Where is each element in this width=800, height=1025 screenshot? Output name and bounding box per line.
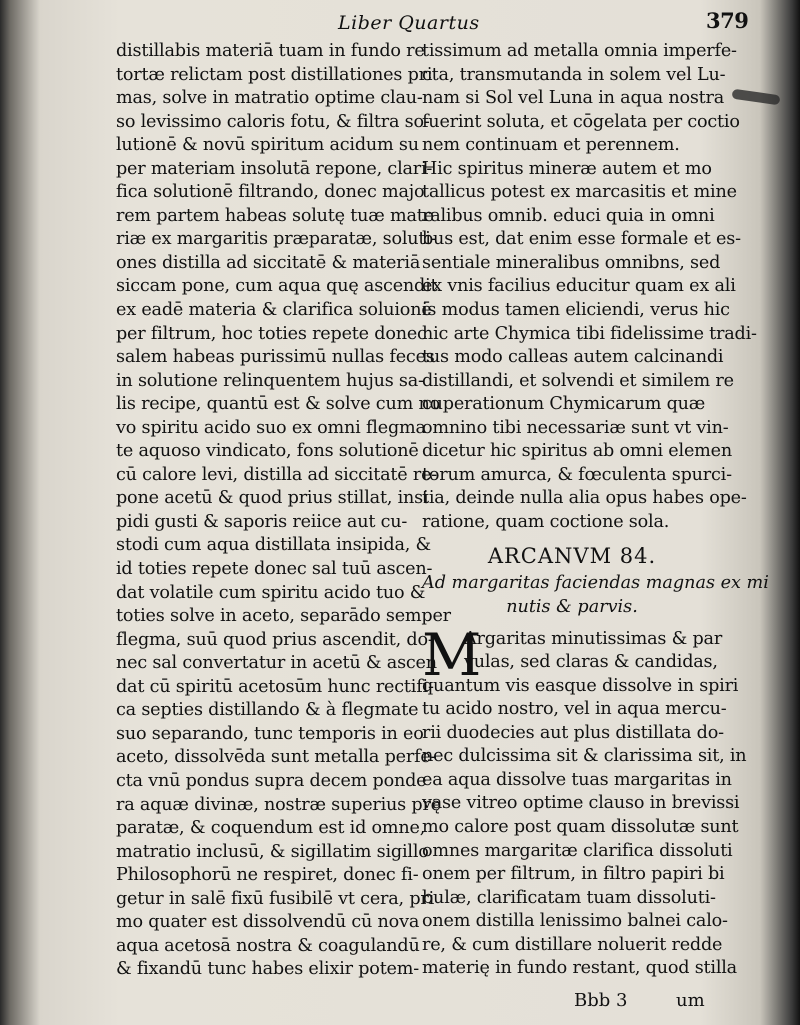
text-line: flegma, suū quod prius ascendit, do- bbox=[116, 629, 434, 650]
text-line: cuperationum Chymicarum quæ bbox=[422, 394, 706, 415]
text-line: tallicus potest ex marcasitis et mine bbox=[422, 182, 737, 203]
text-line: ralibus omnib. educi quia in omni bbox=[422, 205, 715, 226]
text-line: aqua acetosā nostra & coagulandū bbox=[116, 935, 420, 956]
running-title: Liber Quartus bbox=[338, 12, 480, 34]
text-line: mo quater est dissolvendū cū nova bbox=[116, 912, 420, 933]
page-header bbox=[0, 8, 800, 38]
text-line: nem continuam et perennem. bbox=[422, 135, 680, 156]
text-line: toties solve in aceto, separādo semper bbox=[116, 606, 451, 627]
text-line: ra aquæ divinæ, nostræ superius prę bbox=[116, 794, 441, 815]
text-line: tia, deinde nulla alia opus habes ope- bbox=[422, 488, 747, 509]
text-line: torum amurca, & fœculenta spurci- bbox=[422, 464, 732, 485]
text-line: ex eadē materia & clarifica soluionē bbox=[116, 300, 432, 321]
text-line: salem habeas purissimū nullas feces bbox=[116, 347, 435, 368]
text-line: aceto, dissolvēda sunt metalla perfe- bbox=[116, 747, 437, 768]
text-line: paratæ, & coquendum est id omne, bbox=[116, 818, 426, 839]
text-line: suo separando, tunc temporis in eo bbox=[116, 723, 424, 744]
text-line: rem partem habeas solutę tuæ mate bbox=[116, 205, 434, 226]
text-line: ea aqua dissolve tuas margaritas in bbox=[422, 769, 732, 790]
text-line: Philosophorū ne respiret, donec fi- bbox=[116, 865, 419, 886]
text-line: bulæ, clarificatam tuam dissoluti- bbox=[422, 887, 716, 908]
text-line: tissimum ad metalla omnia imperfe- bbox=[422, 41, 737, 61]
text-line: stodi cum aqua distillata insipida, & bbox=[116, 535, 432, 556]
drop-cap: M bbox=[422, 620, 482, 689]
text-line: hic arte Chymica tibi fidelissime tradi- bbox=[422, 323, 757, 344]
text-line: pidi gusti & saporis reiice aut cu- bbox=[116, 511, 408, 532]
text-line: distillabis materiā tuam in fundo re bbox=[116, 41, 425, 61]
text-line: is modus tamen eliciendi, verus hic bbox=[422, 300, 730, 321]
catchword: um bbox=[676, 990, 705, 1011]
text-line: & fixandū tunc habes elixir potem- bbox=[116, 959, 419, 980]
text-line: pone acetū & quod prius stillat, insi bbox=[116, 488, 429, 509]
text-line: siccam pone, cum aqua quę ascendit bbox=[116, 276, 438, 297]
text-line: fica solutionē filtrando, donec majo bbox=[116, 182, 425, 203]
text-line: getur in salē fixū fusibilē vt cera, pri bbox=[116, 888, 435, 909]
signature-mark: Bbb 3 bbox=[574, 990, 628, 1011]
text-line: mas, solve in matratio optime clau- bbox=[116, 88, 423, 109]
right-column bbox=[422, 40, 769, 981]
text-line: tu acido nostro, vel in aqua mercu- bbox=[422, 699, 727, 720]
text-line: omnes margaritæ clarifica dissoluti bbox=[422, 840, 733, 861]
text-line: cū calore levi, distilla ad siccitatē re- bbox=[116, 464, 438, 485]
right-column-text bbox=[422, 40, 757, 534]
section-subtitle-line-1: Ad margaritas faciendas magnas ex mi bbox=[422, 573, 769, 594]
text-line: tus modo calleas autem calcinandi bbox=[422, 347, 724, 368]
text-line: id toties repete donec sal tuū ascen- bbox=[116, 559, 433, 580]
section-subtitle-line-2: nutis & parvis. bbox=[506, 597, 638, 618]
text-line: distillandi, et solvendi et similem re bbox=[422, 370, 734, 391]
text-line: ex vnis facilius educitur quam ex ali bbox=[422, 276, 736, 297]
text-line: dat volatile cum spiritu acido tuo & bbox=[116, 582, 426, 603]
text-line: ones distilla ad siccitatē & materiā bbox=[116, 252, 421, 273]
text-line: ratione, quam coctione sola. bbox=[422, 511, 670, 532]
text-line: per filtrum, hoc toties repete donec bbox=[116, 323, 427, 344]
text-line: ca septies distillando & à flegmate bbox=[116, 700, 419, 721]
text-line: Argaritas minutissimas & par bbox=[464, 628, 723, 649]
text-line: cta, transmutanda in solem vel Lu- bbox=[422, 64, 726, 85]
text-line: cta vnū pondus supra decem ponde bbox=[116, 770, 427, 791]
text-line: mo calore post quam dissolutæ sunt bbox=[422, 816, 739, 837]
text-line: materię in fundo restant, quod stilla bbox=[422, 958, 737, 979]
text-line: in solutione relinquentem hujus sa- bbox=[116, 370, 424, 391]
section-heading: ARCANVM 84. bbox=[487, 544, 657, 569]
text-line: omnino tibi necessariæ sunt vt vin- bbox=[422, 417, 729, 438]
text-line: so levissimo caloris fotu, & filtra so- bbox=[116, 111, 430, 132]
text-line: per materiam insolutā repone, clari- bbox=[116, 158, 433, 179]
text-line: onem per filtrum, in filtro papiri bi bbox=[422, 864, 725, 885]
ink-smudge bbox=[732, 89, 781, 106]
text-line: bus est, dat enim esse formale et es- bbox=[422, 229, 741, 250]
text-line: lutionē & novū spiritum acidum su bbox=[116, 135, 419, 156]
text-line: re, & cum distillare noluerit redde bbox=[422, 934, 723, 955]
text-line: dicetur hic spiritus ab omni elemen bbox=[422, 441, 732, 462]
text-line: onem distilla lenissimo balnei calo- bbox=[422, 911, 728, 932]
text-line: nec sal convertatur in acetū & ascen bbox=[116, 653, 437, 674]
text-line: nam si Sol vel Luna in aqua nostra bbox=[422, 88, 725, 109]
text-line: vulas, sed claras & candidas, bbox=[464, 652, 718, 673]
text-line: lis recipe, quantū est & solve cum no bbox=[116, 394, 440, 415]
text-line: rii duodecies aut plus distillata do- bbox=[422, 722, 724, 743]
text-line: Hic spiritus mineræ autem et mo bbox=[422, 158, 712, 179]
text-line: vase vitreo optime clauso in brevissi bbox=[422, 793, 740, 814]
left-column bbox=[116, 40, 451, 982]
text-line: sentiale mineralibus omnibns, sed bbox=[422, 252, 721, 273]
text-line: riæ ex margaritis præparatæ, soluti- bbox=[116, 229, 437, 250]
text-line: matratio inclusū, & sigillatim sigillo bbox=[116, 841, 429, 862]
text-line: tortæ relictam post distillationes pri bbox=[116, 64, 433, 85]
text-line: te aquoso vindicato, fons solutionē bbox=[116, 441, 419, 462]
text-line: vo spiritu acido suo ex omni flegma bbox=[116, 417, 426, 438]
text-line: fuerint soluta, et cōgelata per coctio bbox=[422, 111, 740, 132]
text-line: nec dulcissima sit & clarissima sit, in bbox=[422, 746, 747, 767]
text-line: dat cū spiritū acetosūm hunc rectifi- bbox=[116, 676, 434, 697]
text-line: quantum vis easque dissolve in spiri bbox=[422, 675, 739, 696]
section-body bbox=[422, 675, 747, 981]
page-number: 379 bbox=[706, 8, 749, 33]
